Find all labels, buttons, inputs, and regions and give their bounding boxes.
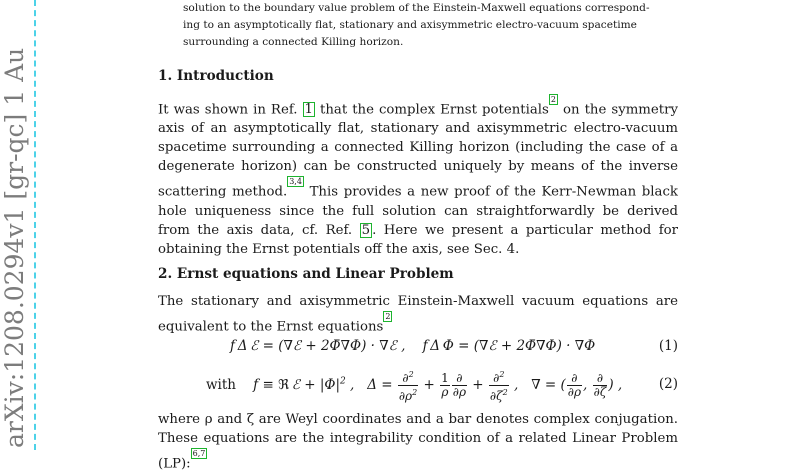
text-run: It was shown in Ref. <box>158 102 303 118</box>
ernst-after-paragraph <box>158 410 678 473</box>
text-run: where ρ and ζ are Weyl coordinates and a bar denotes complex conjugation. These equations are the integrability condition of a related Linear Problem (LP): <box>158 412 678 472</box>
citation-link[interactable]: 2 <box>550 95 556 104</box>
arxiv-margin-rule <box>34 0 36 450</box>
text-run: that the complex Ernst potentials <box>314 102 549 118</box>
arxiv-identifier-text: arXiv:1208.0294v1 [gr-qc] 1 Au <box>0 47 29 448</box>
section-heading-ernst: 2. Ernst equations and Linear Problem <box>158 266 454 282</box>
ernst-intro-paragraph <box>158 292 678 336</box>
equation-1-body: f Δ ℰ = (∇ℰ + 2Φ̄∇Φ) · ∇ℰ , f Δ Φ = (∇ℰ + 2Φ̄∇Φ) · ∇Φ <box>230 338 596 354</box>
text-run: The stationary and axisymmetric Einstein-Maxwell vacuum equations are equivalent to the Ernst equations <box>158 294 678 335</box>
abstract-line: solution to the boundary value problem of the Einstein-Maxwell equations correspond- <box>183 2 650 14</box>
abstract-line: ing to an asymptotically flat, stationary and axisymmetric electro-vacuum spacetime <box>183 19 637 31</box>
equation-1 <box>158 338 678 358</box>
citation-link[interactable]: 1 <box>304 102 313 118</box>
citation-link[interactable]: 5 <box>361 222 371 238</box>
text-run: This provides a new proof of the Kerr-Newman black hole uniqueness since the full solution can straightforwardly be derived from the axis data, cf. Ref. <box>158 184 678 238</box>
equation-1-number: (1) <box>658 338 678 354</box>
section-heading-introduction: 1. Introduction <box>158 68 274 84</box>
citation-link[interactable]: 6,7 <box>192 449 206 458</box>
text-run: . Here we present a particular method for obtaining the Ernst potentials off the axis, see Sec. 4. <box>158 222 678 257</box>
equation-2-number: (2) <box>658 376 678 392</box>
citation-link[interactable]: 2 <box>385 312 391 321</box>
equation-2 <box>158 368 678 404</box>
text-run: on the symmetry axis of an asymptotically flat, stationary and axisymmetric electro-vacuum spacetime surrounding a connected Killing horizon (including the case of a degenerate horizon) can be constructed uniquely by means of the inverse scattering method. <box>158 102 679 200</box>
citation-link[interactable]: 3,4 <box>289 177 302 187</box>
arxiv-identifier <box>2 0 28 450</box>
introduction-paragraph <box>158 94 678 259</box>
abstract-tail <box>183 0 658 51</box>
abstract-line: surrounding a connected Killing horizon. <box>183 36 404 48</box>
equation-2-prefix: with <box>206 377 236 393</box>
equation-2-body: with f ≡ ℜ ℰ + $|\Phi|^2$ , Δ = $\frac{\partial^2}{\partial\rho^2}$ + $\frac{1}{\rho}$ $\frac{\partial}{\partial\rho}$ + $\frac{\partial^2}{\partial\zeta^2}$ , ∇ = ( $\frac{\partial}{\partial\rho}$ , $\frac{\partial}{\partial\zeta}$ ) , <box>206 370 623 403</box>
